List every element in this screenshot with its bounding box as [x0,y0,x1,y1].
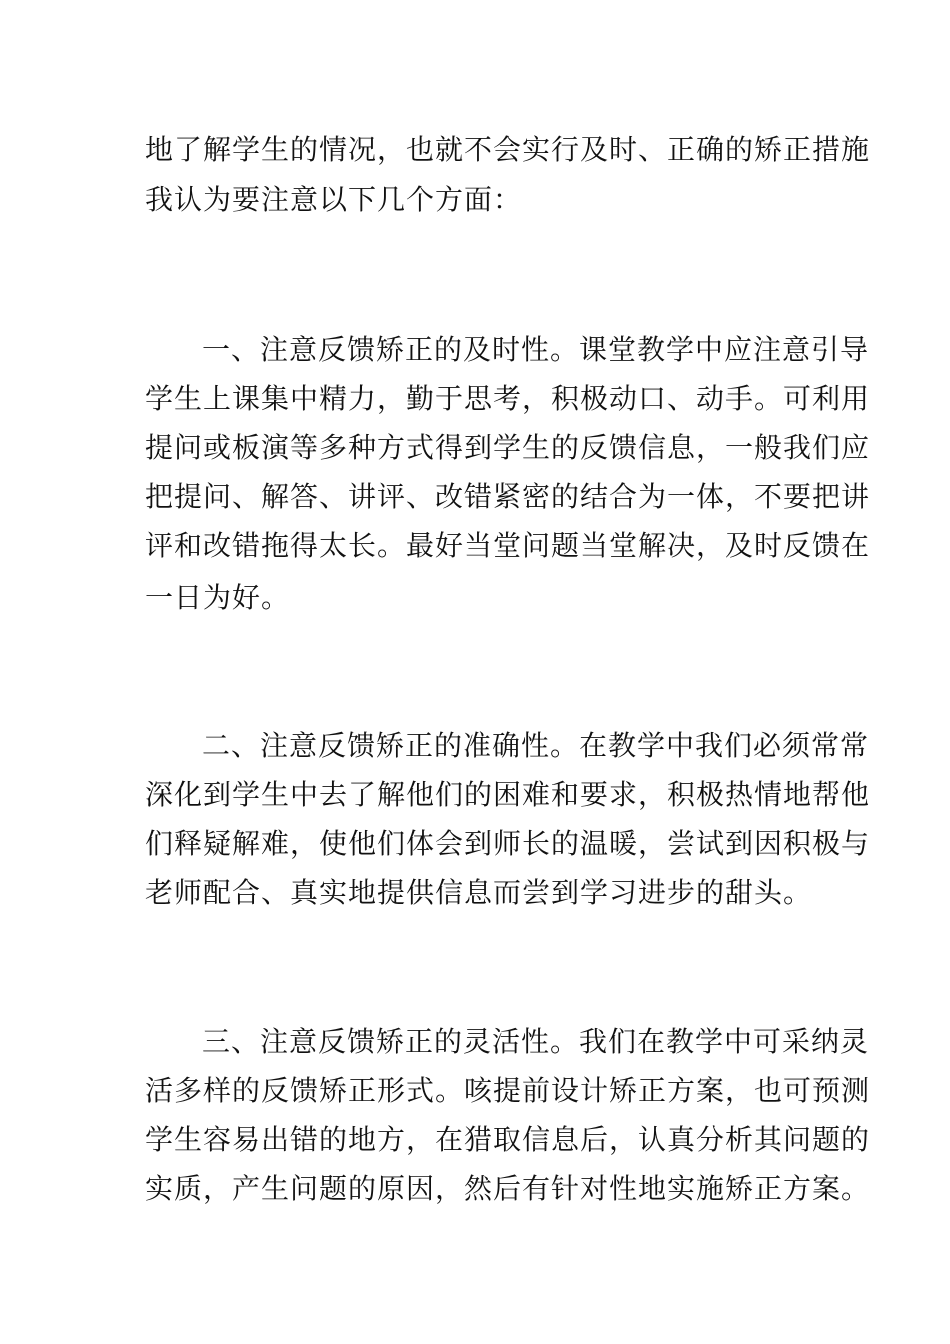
section3-line-3: 学生容易出错的地方，在猎取信息后，认真分析其问题的 [145,1123,871,1156]
intro-line-1: 地了解学生的情况，也就不会实行及时、正确的矫正措施 [145,133,871,166]
section1-line-4: 把提问、解答、讲评、改错紧密的结合为一体，不要把讲 [145,480,871,513]
section2-line-4: 老师配合、真实地提供信息而尝到学习进步的甜头。 [145,876,813,909]
section3-line-1: 三、注意反馈矫正的灵活性。我们在教学中可采纳灵 [202,1025,870,1058]
section3-line-2: 活多样的反馈矫正形式。咳提前设计矫正方案，也可预测 [145,1074,871,1107]
section1-line-6: 一日为好。 [145,581,291,614]
section1-line-2: 学生上课集中精力，勤于思考，积极动口、动手。可利用 [145,382,871,415]
intro-line-2: 我认为要注意以下几个方面： [145,183,523,216]
section1-line-5: 评和改错拖得太长。最好当堂问题当堂解决，及时反馈在 [145,529,871,562]
section2-line-3: 们释疑解难，使他们体会到师长的温暖，尝试到因积极与 [145,827,871,860]
section1-line-1: 一、注意反馈矫正的及时性。课堂教学中应注意引导 [202,333,870,366]
section3-line-4: 实质，产生问题的原因，然后有针对性地实施矫正方案。 [145,1172,871,1205]
section2-line-1: 二、注意反馈矫正的准确性。在教学中我们必须常常 [202,729,870,762]
section2-line-2: 深化到学生中去了解他们的困难和要求，积极热情地帮他 [145,778,871,811]
section1-line-3: 提问或板演等多种方式得到学生的反馈信息，一般我们应 [145,431,871,464]
